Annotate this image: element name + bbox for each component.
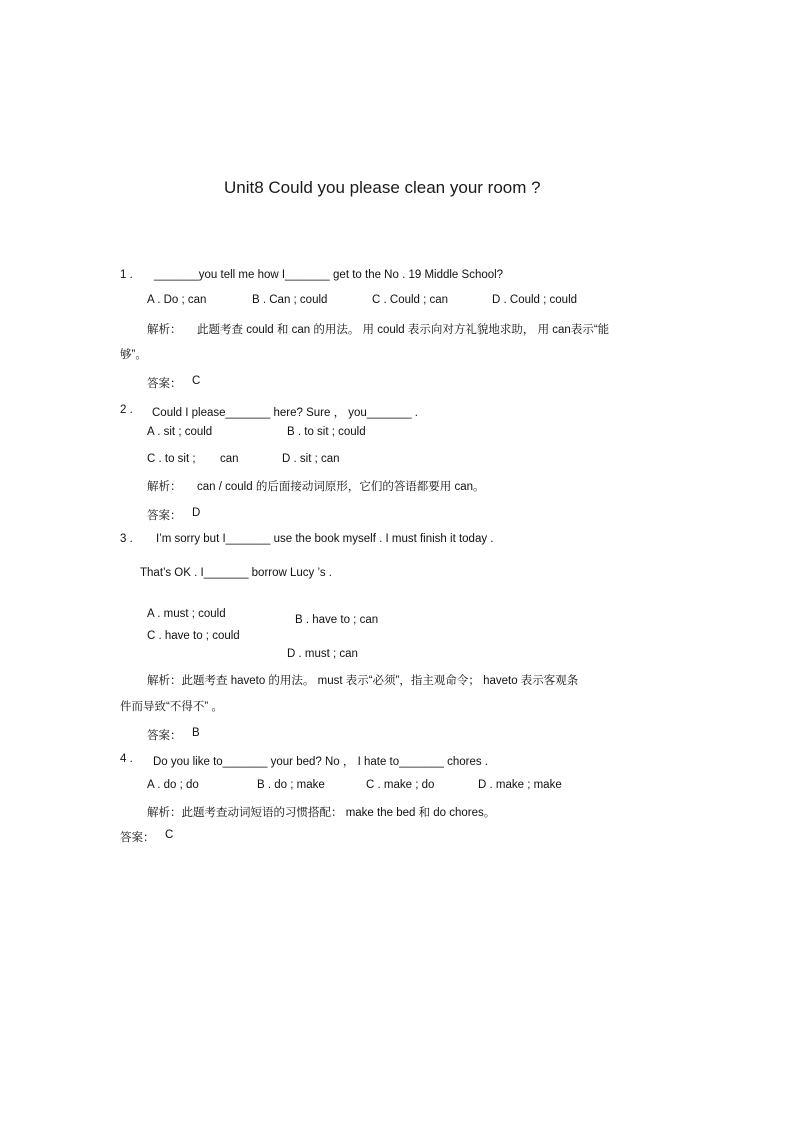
q1-answer: C: [192, 375, 201, 387]
q2-analysis-text: can / could 的后面接动词原形，它们的答语都要用 can。: [197, 481, 485, 493]
q1-option-d: D . Could ; could: [492, 294, 578, 306]
q4-answer: C: [165, 829, 174, 841]
q1-option-a: A . Do ; can: [147, 294, 207, 306]
q3-option-b: B . have to ; can: [295, 614, 379, 626]
q4-answer-label: 答案：: [120, 832, 155, 844]
q2-option-b: B . to sit ; could: [287, 426, 366, 438]
q2-option-a: A . sit ; could: [147, 426, 213, 438]
question-4-stem: Do you like to_______ your bed? No ， I hate to_______ chores .: [153, 756, 489, 768]
question-4-number: 4 .: [120, 753, 133, 765]
q1-analysis-text-cont: 够”。: [120, 349, 147, 361]
q4-option-d: D . make ; make: [478, 779, 562, 791]
question-3-number: 3 .: [120, 533, 133, 545]
q3-analysis-text: 解析：此题考查 haveto 的用法。 must 表示“必须”，指主观命令； haveto 表示客观条: [147, 675, 579, 687]
q2-option-c-cont: can: [220, 453, 239, 465]
q2-analysis-label: 解析：: [147, 481, 182, 493]
q1-option-b: B . Can ; could: [252, 294, 328, 306]
q1-analysis-text: 此题考查 could 和 can 的用法。 用 could 表示向对方礼貌地求助， 用 can表示“能: [197, 324, 610, 336]
q2-answer: D: [192, 507, 201, 519]
q2-answer-label: 答案：: [147, 510, 182, 522]
page-title: Unit8 Could you please clean your room ?: [224, 178, 541, 197]
question-2-stem: Could I please_______ here? Sure ， you_______ .: [152, 407, 418, 419]
question-3-reply: That’s OK . I_______ borrow Lucy ’s .: [140, 567, 332, 579]
question-2-number: 2 .: [120, 404, 133, 416]
q2-option-d: D . sit ; can: [282, 453, 340, 465]
question-3-stem: I’m sorry but I_______ use the book myself . I must finish it today .: [156, 533, 494, 545]
q1-answer-label: 答案：: [147, 378, 182, 390]
q3-option-a: A . must ; could: [147, 608, 226, 620]
q2-option-c: C . to sit ;: [147, 453, 196, 465]
q3-analysis-text-cont: 件而导致“不得不” 。: [120, 701, 223, 713]
q1-option-c: C . Could ; can: [372, 294, 449, 306]
q4-option-a: A . do ; do: [147, 779, 199, 791]
q3-option-c: C . have to ; could: [147, 630, 240, 642]
q1-analysis-label: 解析：: [147, 324, 182, 336]
q3-answer-label: 答案：: [147, 730, 182, 742]
q4-analysis-text: 解析：此题考查动词短语的习惯搭配： make the bed 和 do chores。: [147, 807, 496, 819]
q4-option-c: C . make ; do: [366, 779, 435, 791]
question-1-stem: _______you tell me how I_______ get to the No . 19 Middle School?: [154, 269, 504, 281]
question-1-number: 1 .: [120, 269, 133, 281]
q3-option-d: D . must ; can: [287, 648, 358, 660]
q4-option-b: B . do ; make: [257, 779, 325, 791]
q3-answer: B: [192, 727, 200, 739]
